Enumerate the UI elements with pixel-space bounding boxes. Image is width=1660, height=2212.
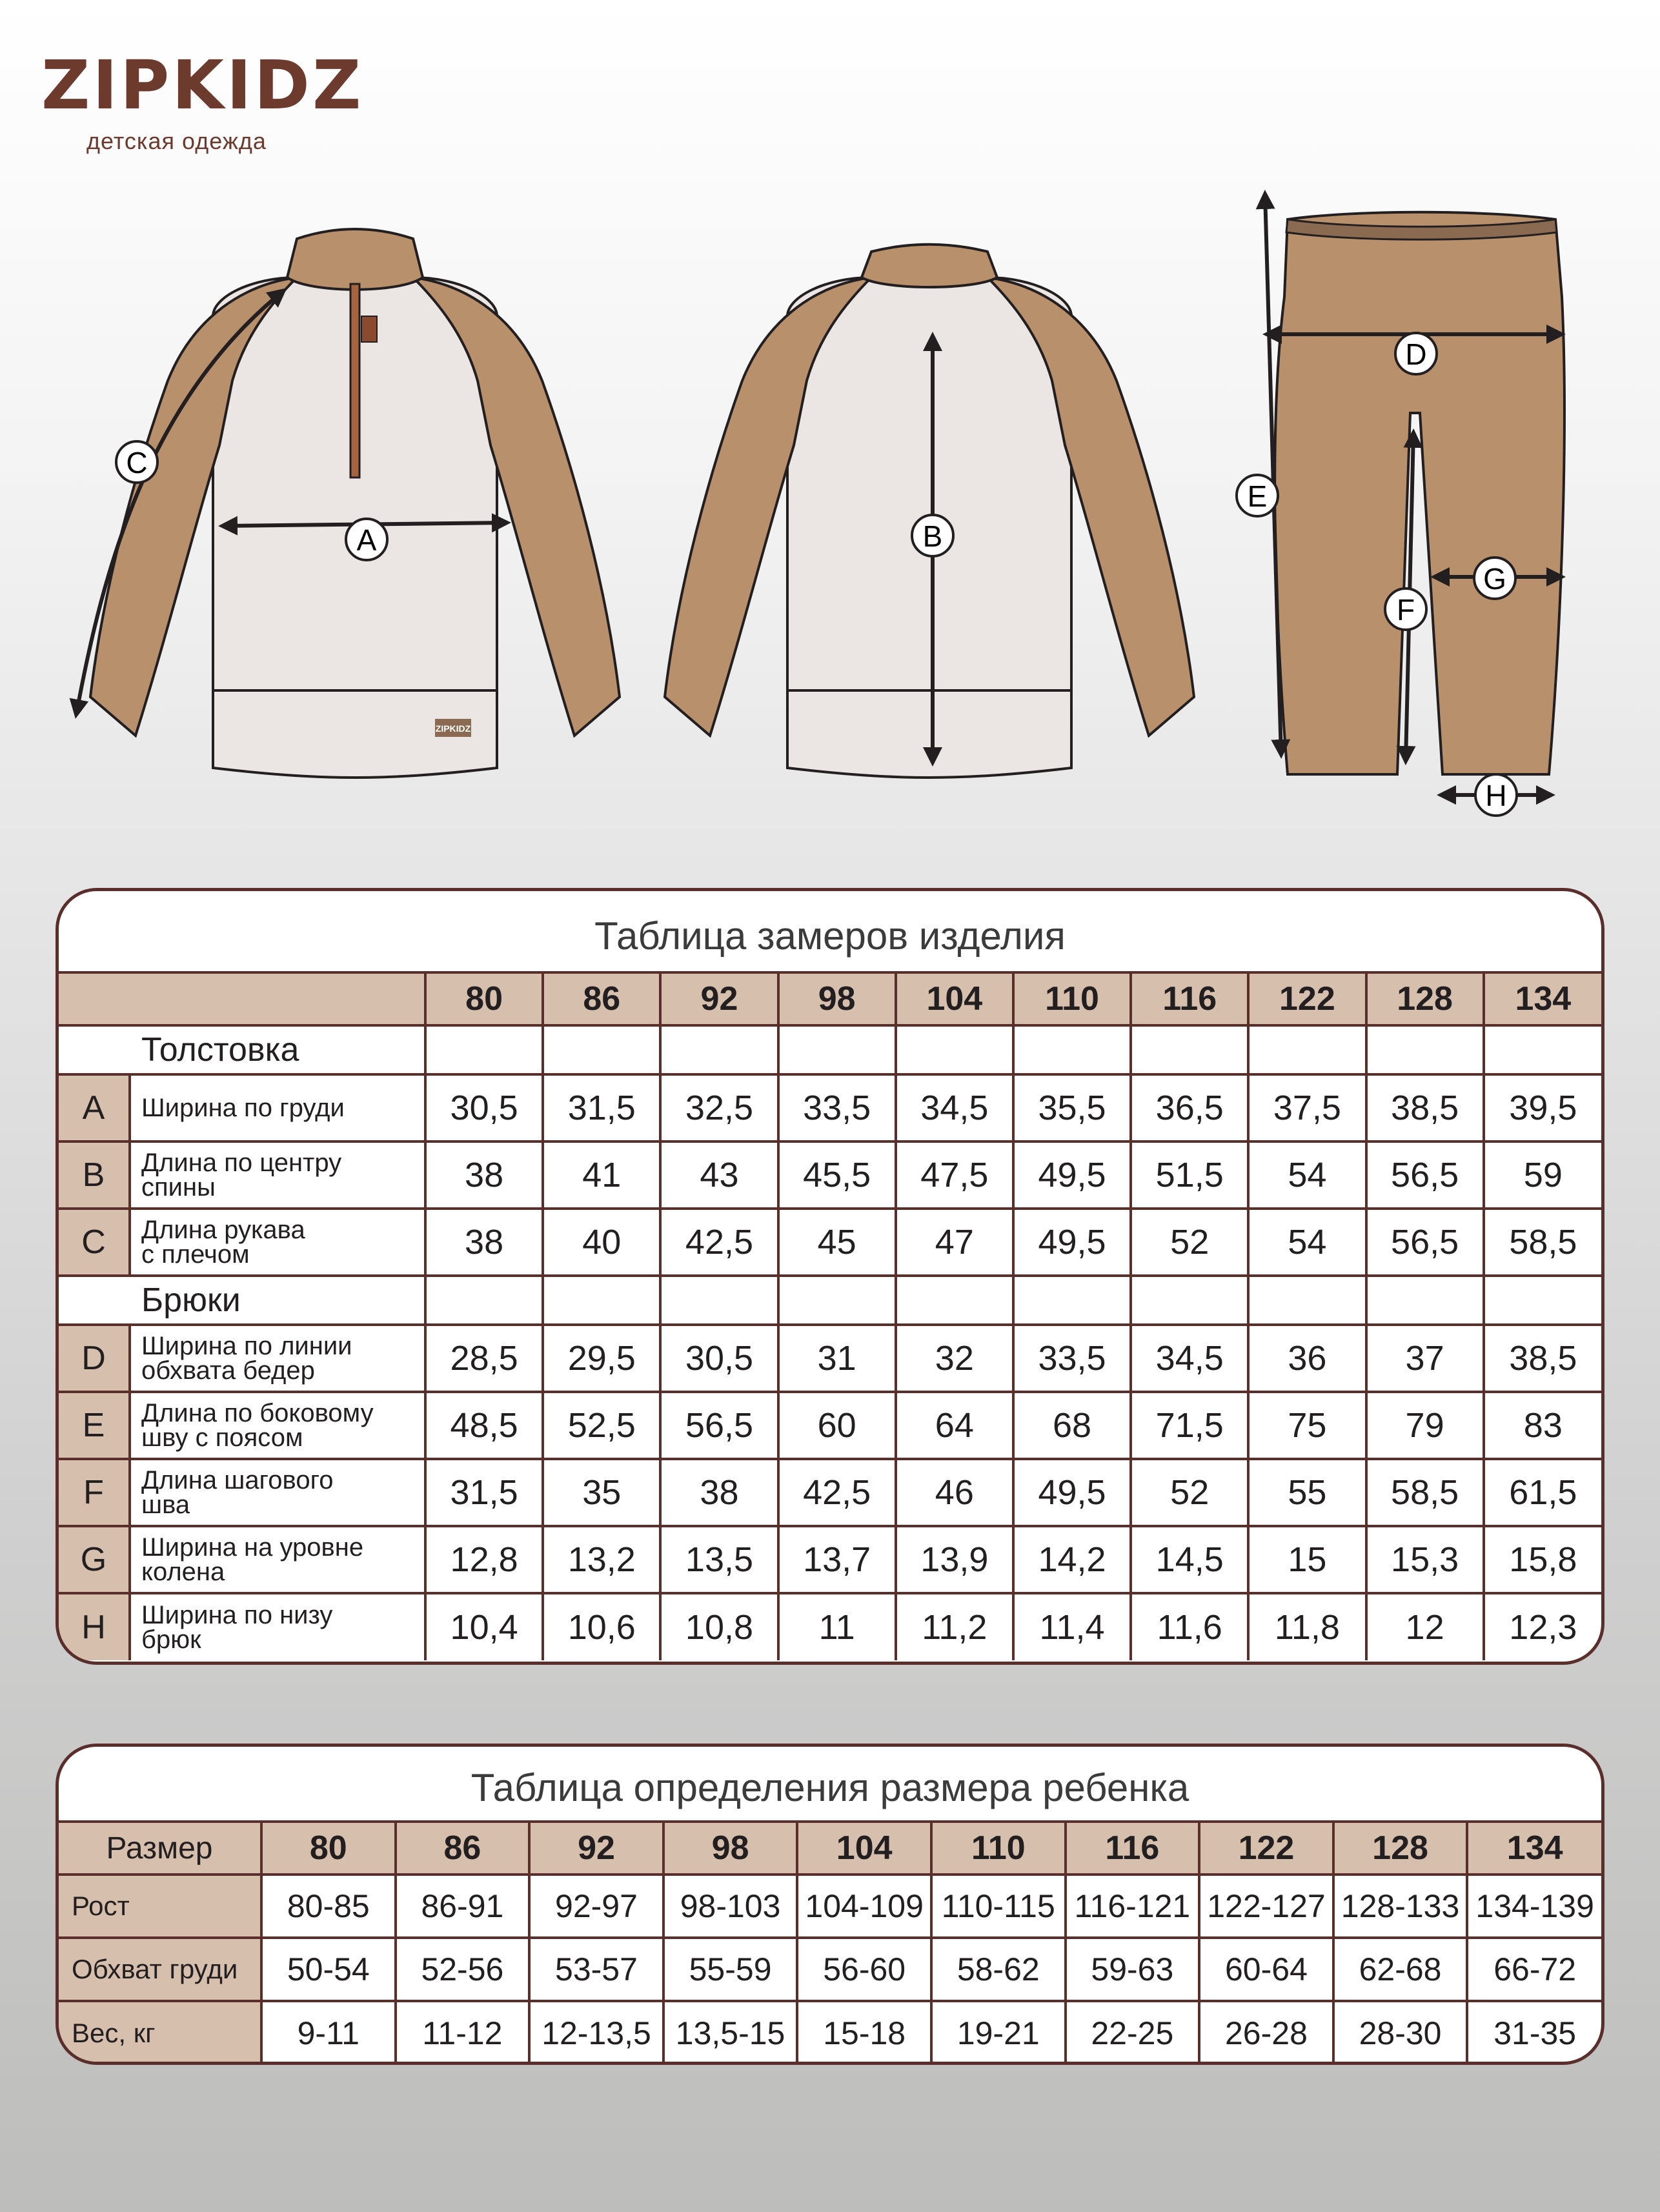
garment-tag-text: ZIPKIDZ (435, 723, 471, 734)
value-cell: 13,9 (896, 1526, 1013, 1593)
value-cell: 49,5 (1013, 1141, 1131, 1209)
empty-cell (778, 1025, 896, 1074)
garment-drawings (0, 168, 1660, 852)
value-cell: 13,5-15 (663, 2001, 798, 2064)
value-cell: 40 (543, 1209, 660, 1276)
empty-cell (1366, 1276, 1484, 1325)
empty-cell (1366, 1025, 1484, 1074)
value-cell: 54 (1248, 1141, 1366, 1209)
measure-description (130, 1459, 425, 1526)
sweatshirt-back-drawing (665, 245, 1194, 778)
value-cell: 71,5 (1131, 1392, 1248, 1459)
label-f (1385, 588, 1426, 630)
label-b-text: B (922, 519, 943, 553)
measure-description-line1: Ширина по низу (141, 1601, 333, 1629)
value-cell: 51,5 (1131, 1141, 1248, 1209)
value-cell: 55 (1248, 1459, 1366, 1526)
value-cell: 59 (1484, 1141, 1601, 1209)
value-cell: 122-127 (1199, 1875, 1333, 1938)
size-header-cell: 116 (1066, 1822, 1200, 1875)
value-cell: 10,8 (660, 1593, 778, 1660)
value-cell: 10,4 (425, 1593, 543, 1660)
value-cell: 46 (896, 1459, 1013, 1526)
empty-cell (543, 1276, 660, 1325)
value-cell: 11,4 (1013, 1593, 1131, 1660)
size-header-cell: 110 (1013, 972, 1131, 1025)
value-cell: 14,2 (1013, 1526, 1131, 1593)
empty-cell (1484, 1276, 1601, 1325)
value-cell: 38 (425, 1209, 543, 1276)
brand-name: ZIPKIDZ (41, 46, 364, 125)
value-cell: 35,5 (1013, 1074, 1131, 1141)
value-cell: 83 (1484, 1392, 1601, 1459)
row-label: Вес, кг (59, 2001, 261, 2064)
value-cell: 56,5 (1366, 1209, 1484, 1276)
value-cell: 37,5 (1248, 1074, 1366, 1141)
empty-cell (1013, 1276, 1131, 1325)
value-cell: 38 (660, 1459, 778, 1526)
label-c-text: C (126, 446, 148, 479)
label-e-text: E (1247, 479, 1268, 513)
value-cell: 54 (1248, 1209, 1366, 1276)
measure-description (130, 1325, 425, 1392)
header-blank-cell (59, 972, 425, 1025)
value-cell: 15-18 (797, 2001, 931, 2064)
value-cell: 22-25 (1066, 2001, 1200, 2064)
size-table-title: Таблица определения размера ребенка (471, 1766, 1189, 1809)
measure-description (130, 1526, 425, 1593)
table-row (59, 2001, 1601, 2064)
value-cell: 31 (778, 1325, 896, 1392)
size-header-cell: 86 (396, 1822, 530, 1875)
label-a-text: A (356, 523, 377, 557)
value-cell: 11,6 (1131, 1593, 1248, 1660)
size-table (59, 1820, 1601, 2064)
value-cell: 64 (896, 1392, 1013, 1459)
value-cell: 41 (543, 1141, 660, 1209)
value-cell: 56-60 (797, 1938, 931, 2001)
label-c (116, 441, 157, 483)
value-cell: 12 (1366, 1593, 1484, 1660)
value-cell: 31-35 (1467, 2001, 1601, 2064)
empty-cell (1248, 1276, 1366, 1325)
value-cell: 52-56 (396, 1938, 530, 2001)
value-cell: 61,5 (1484, 1459, 1601, 1526)
value-cell: 36,5 (1131, 1074, 1248, 1141)
value-cell: 62-68 (1333, 1938, 1468, 2001)
value-cell: 11-12 (396, 2001, 530, 2064)
value-cell: 28,5 (425, 1325, 543, 1392)
empty-cell (896, 1276, 1013, 1325)
empty-cell (778, 1276, 896, 1325)
size-header-cell: 104 (797, 1822, 931, 1875)
measure-description (130, 1074, 425, 1141)
measurements-table-card (56, 888, 1604, 1665)
value-cell: 30,5 (425, 1074, 543, 1141)
value-cell: 35 (543, 1459, 660, 1526)
label-b (912, 515, 953, 556)
row-label: Рост (59, 1875, 261, 1938)
value-cell: 68 (1013, 1392, 1131, 1459)
measure-letter: E (59, 1392, 130, 1459)
value-cell: 52 (1131, 1459, 1248, 1526)
value-cell: 49,5 (1013, 1459, 1131, 1526)
measure-letter: B (59, 1141, 130, 1209)
size-header-cell: 80 (425, 972, 543, 1025)
value-cell: 52,5 (543, 1392, 660, 1459)
value-cell: 38,5 (1366, 1074, 1484, 1141)
size-header-cell: 128 (1333, 1822, 1468, 1875)
label-e (1237, 475, 1278, 516)
measure-description (130, 1392, 425, 1459)
value-cell: 79 (1366, 1392, 1484, 1459)
label-g (1474, 558, 1515, 599)
empty-cell (896, 1025, 1013, 1074)
size-table-card (56, 1744, 1604, 2065)
pants-drawing (1275, 212, 1564, 774)
size-header-cell: 98 (663, 1822, 798, 1875)
value-cell: 32,5 (660, 1074, 778, 1141)
measure-description-line1: Длина шагового (141, 1466, 334, 1494)
value-cell: 32 (896, 1325, 1013, 1392)
value-cell: 28-30 (1333, 2001, 1468, 2064)
measure-letter: H (59, 1593, 130, 1660)
size-header-cell: 98 (778, 972, 896, 1025)
table-row (59, 1875, 1601, 1938)
size-header-cell: 134 (1467, 1822, 1601, 1875)
measure-description (130, 1141, 425, 1209)
value-cell: 45,5 (778, 1141, 896, 1209)
table-row (59, 1141, 1601, 1209)
label-f-text: F (1396, 593, 1415, 627)
size-header-cell: 110 (931, 1822, 1066, 1875)
size-header-row (59, 1822, 1601, 1875)
value-cell: 49,5 (1013, 1209, 1131, 1276)
size-header-cell: 128 (1366, 972, 1484, 1025)
value-cell: 11,8 (1248, 1593, 1366, 1660)
value-cell: 31,5 (543, 1074, 660, 1141)
value-cell: 56,5 (1366, 1141, 1484, 1209)
value-cell: 58-62 (931, 1938, 1066, 2001)
section-row (59, 1025, 1601, 1074)
label-a (346, 519, 387, 560)
table-row (59, 1938, 1601, 2001)
value-cell: 92-97 (529, 1875, 663, 1938)
value-cell: 33,5 (1013, 1325, 1131, 1392)
value-cell: 11,2 (896, 1593, 1013, 1660)
value-cell: 13,7 (778, 1526, 896, 1593)
label-h (1475, 774, 1517, 816)
empty-cell (425, 1276, 543, 1325)
measure-description-line1: Длина рукава (141, 1216, 305, 1244)
table-row (59, 1074, 1601, 1141)
value-cell: 38 (425, 1141, 543, 1209)
value-cell: 55-59 (663, 1938, 798, 2001)
empty-cell (543, 1025, 660, 1074)
empty-cell (1131, 1276, 1248, 1325)
measurements-table-title: Таблица замеров изделия (594, 914, 1066, 958)
value-cell: 47,5 (896, 1141, 1013, 1209)
size-header-cell: 116 (1131, 972, 1248, 1025)
table-row (59, 1209, 1601, 1276)
measure-description-line2: спины (141, 1173, 216, 1202)
measure-letter: D (59, 1325, 130, 1392)
value-cell: 66-72 (1467, 1938, 1601, 2001)
measure-letter: F (59, 1459, 130, 1526)
value-cell: 15 (1248, 1526, 1366, 1593)
value-cell: 52 (1131, 1209, 1248, 1276)
value-cell: 42,5 (660, 1209, 778, 1276)
value-cell: 37 (1366, 1325, 1484, 1392)
empty-cell (1484, 1025, 1601, 1074)
value-cell: 75 (1248, 1392, 1366, 1459)
value-cell: 10,6 (543, 1593, 660, 1660)
empty-cell (660, 1276, 778, 1325)
value-cell: 9-11 (261, 2001, 396, 2064)
value-cell: 19-21 (931, 2001, 1066, 2064)
value-cell: 34,5 (1131, 1325, 1248, 1392)
value-cell: 110-115 (931, 1875, 1066, 1938)
size-header-cell: 122 (1248, 972, 1366, 1025)
measure-description-line1: Длина по боковому (141, 1399, 374, 1427)
measure-description-line1: Длина по центру (141, 1149, 342, 1177)
measure-description-line1: Ширина по груди (141, 1094, 345, 1122)
value-cell: 43 (660, 1141, 778, 1209)
value-cell: 86-91 (396, 1875, 530, 1938)
value-cell: 31,5 (425, 1459, 543, 1526)
size-header-cell: 80 (261, 1822, 396, 1875)
size-header-cell: 134 (1484, 972, 1601, 1025)
measure-description-line1: Ширина на уровне (141, 1533, 364, 1562)
measure-description-line2: шва (141, 1491, 190, 1519)
measure-description (130, 1593, 425, 1660)
value-cell: 128-133 (1333, 1875, 1468, 1938)
measure-description-line2: брюк (141, 1625, 201, 1654)
section-label: Брюки (59, 1276, 425, 1325)
table-header-row (59, 972, 1601, 1025)
value-cell: 33,5 (778, 1074, 896, 1141)
value-cell: 13,2 (543, 1526, 660, 1593)
table-row (59, 1459, 1601, 1526)
table-row (59, 1526, 1601, 1593)
value-cell: 60-64 (1199, 1938, 1333, 2001)
value-cell: 15,3 (1366, 1526, 1484, 1593)
empty-cell (1131, 1025, 1248, 1074)
section-label: Толстовка (59, 1025, 425, 1074)
measurements-table (59, 971, 1601, 1660)
table-row (59, 1325, 1601, 1392)
value-cell: 134-139 (1467, 1875, 1601, 1938)
size-header-cell: 122 (1199, 1822, 1333, 1875)
value-cell: 30,5 (660, 1325, 778, 1392)
value-cell: 80-85 (261, 1875, 396, 1938)
value-cell: 98-103 (663, 1875, 798, 1938)
value-cell: 56,5 (660, 1392, 778, 1459)
value-cell: 104-109 (797, 1875, 931, 1938)
section-row (59, 1276, 1601, 1325)
value-cell: 36 (1248, 1325, 1366, 1392)
table-row (59, 1392, 1601, 1459)
brand-tagline: детская одежда (86, 128, 267, 154)
measure-description-line2: шву с поясом (141, 1423, 303, 1452)
measure-description-line2: с плечом (141, 1240, 250, 1269)
size-header-cell: 86 (543, 972, 660, 1025)
measure-letter: G (59, 1526, 130, 1593)
measure-letter: A (59, 1074, 130, 1141)
size-header-label: Размер (59, 1822, 261, 1875)
row-label: Обхват груди (59, 1938, 261, 2001)
value-cell: 53-57 (529, 1938, 663, 2001)
measure-description-line2: обхвата бедер (141, 1356, 315, 1385)
empty-cell (425, 1025, 543, 1074)
value-cell: 58,5 (1366, 1459, 1484, 1526)
value-cell: 11 (778, 1593, 896, 1660)
value-cell: 48,5 (425, 1392, 543, 1459)
size-header-cell: 92 (660, 972, 778, 1025)
brand-logo (41, 46, 377, 155)
label-h-text: H (1485, 779, 1507, 812)
label-d (1395, 333, 1437, 374)
size-header-cell: 104 (896, 972, 1013, 1025)
measure-description (130, 1209, 425, 1276)
sweatshirt-front-drawing (90, 229, 620, 778)
value-cell: 34,5 (896, 1074, 1013, 1141)
value-cell: 47 (896, 1209, 1013, 1276)
value-cell: 42,5 (778, 1459, 896, 1526)
value-cell: 50-54 (261, 1938, 396, 2001)
value-cell: 45 (778, 1209, 896, 1276)
value-cell: 12-13,5 (529, 2001, 663, 2064)
empty-cell (1013, 1025, 1131, 1074)
size-header-cell: 92 (529, 1822, 663, 1875)
value-cell: 58,5 (1484, 1209, 1601, 1276)
value-cell: 12,3 (1484, 1593, 1601, 1660)
measure-description-line2: колена (141, 1558, 225, 1586)
measure-description-line1: Ширина по линии (141, 1332, 352, 1360)
value-cell: 13,5 (660, 1526, 778, 1593)
empty-cell (1248, 1025, 1366, 1074)
value-cell: 59-63 (1066, 1938, 1200, 2001)
value-cell: 26-28 (1199, 2001, 1333, 2064)
measure-letter: C (59, 1209, 130, 1276)
value-cell: 14,5 (1131, 1526, 1248, 1593)
value-cell: 116-121 (1066, 1875, 1200, 1938)
value-cell: 29,5 (543, 1325, 660, 1392)
table-row (59, 1593, 1601, 1660)
value-cell: 12,8 (425, 1526, 543, 1593)
value-cell: 60 (778, 1392, 896, 1459)
value-cell: 15,8 (1484, 1526, 1601, 1593)
value-cell: 38,5 (1484, 1325, 1601, 1392)
label-d-text: D (1405, 337, 1427, 371)
value-cell: 39,5 (1484, 1074, 1601, 1141)
label-g-text: G (1483, 562, 1506, 596)
empty-cell (660, 1025, 778, 1074)
